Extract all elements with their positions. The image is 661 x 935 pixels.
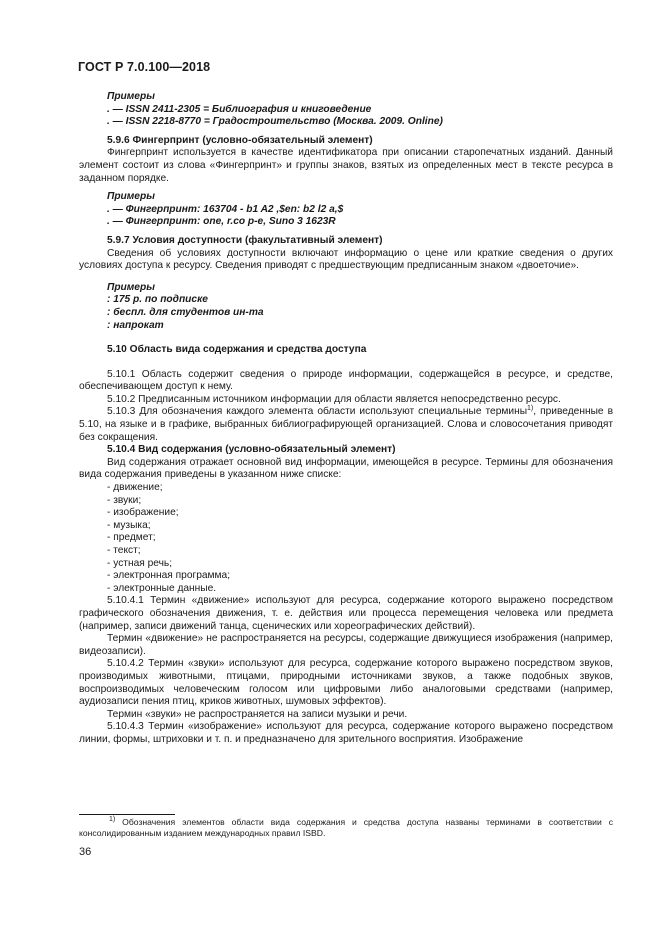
- paragraph: Сведения об условиях доступности включают информацию о цене или краткие сведения о других условиях доступа к ресурсу. Сведения приводят с предшествующим предписанным знаком «двоеточие».: [79, 247, 613, 272]
- paragraph: 5.10.2 Предписанным источником информации для области является непосредственно ресурс.: [107, 393, 561, 405]
- paragraph: Термин «звуки» не распространяется на записи музыки и речи.: [107, 708, 408, 720]
- footnote-body: Обозначения элементов области вида содержания и средства доступа названы терминами в соответствии с консолидированным изданием международных правил ISBD.: [79, 817, 613, 838]
- section-title-5-9-6: 5.9.6 Фингерпринт (условно-обязательный элемент): [107, 134, 373, 146]
- paragraph: 5.10.4.1 Термин «движение» используют для ресурса, содержание которого выражено посредством графического обозначения движения, т. е. действия или процесса перемещения человека или предмета (например, записи движений танца, сценических или хореографических действий).: [79, 595, 613, 632]
- example-line: . — ISSN 2218-8770 = Градостроительство (Москва. 2009. Online): [107, 116, 443, 128]
- section-title-5-10-4: 5.10.4 Вид содержания (условно-обязательный элемент): [107, 444, 396, 456]
- list-item: - звуки;: [107, 494, 142, 506]
- paragraph-5-10-3: [79, 406, 613, 444]
- footnote-mark: 1): [109, 816, 116, 823]
- list-item: - музыка;: [107, 519, 151, 531]
- examples-heading: Примеры: [107, 91, 155, 102]
- section-title-5-9-7: 5.9.7 Условия доступности (факультативный элемент): [107, 234, 383, 246]
- section-title-5-10: 5.10 Область вида содержания и средства доступа: [107, 344, 367, 356]
- list-item: - изображение;: [107, 507, 179, 519]
- paragraph: 5.10.4.2 Термин «звуки» используют для ресурса, содержание которого выражено посредством звуков, производимых животными, птицами, природными источниками звуков, а также подобных звуков, воспроизводимых человеческим голосом или цифровыми либо аналоговыми средствами (например, аудиозаписи пения птиц, криков животных, шумовых эффектов).: [79, 658, 613, 708]
- list-item: - электронная программа;: [107, 570, 231, 582]
- paragraph: Термин «движение» не распространяется на ресурсы, содержащие движущиеся изображения (например, видеозаписи).: [79, 633, 613, 657]
- page-header: ГОСТ Р 7.0.100—2018: [78, 60, 211, 74]
- example-line: . — Фингерпринт: one, r.co p-e, Suno 3 1623R: [107, 216, 336, 228]
- list-item: - движение;: [107, 482, 163, 494]
- page-number: 36: [79, 846, 92, 858]
- list-item: - устная речь;: [107, 557, 173, 569]
- example-line: . — Фингерпринт: 163704 - b1 A2 ,$en: b2 l2 a,$: [107, 203, 344, 215]
- example-line: . — ISSN 2411-2305 = Библиография и книговедение: [107, 103, 372, 115]
- paragraph: 5.10.4.3 Термин «изображение» используют для ресурса, содержание которого выражено посредством линии, формы, штриховки и т. п. и предназначено для зрительного восприятия. Изображение: [79, 721, 613, 745]
- examples-heading: Примеры: [107, 191, 155, 203]
- paragraph: Фингерпринт используется в качестве идентификатора при описании старопечатных изданий. Данный элемент состоит из слова «Фингерпринт» и группы знаков, взятых из определенных мест в тексте ресурса в заданном порядке.: [79, 147, 613, 184]
- footnote-text: [79, 817, 613, 839]
- list-item: - текст;: [107, 545, 141, 556]
- paragraph-text: 5.10.3 Для обозначения каждого элемента области используют специальные термины: [107, 406, 528, 418]
- paragraph: Вид содержания отражает основной вид информации, имеющейся в ресурсе. Термины для обозначения вида содержания приведены в указанном ниже списке:: [79, 456, 613, 481]
- examples-heading: Примеры: [107, 281, 155, 293]
- list-item: - предмет;: [107, 532, 156, 544]
- example-line: : 175 р. по подписке: [107, 294, 208, 306]
- footnote-ref: 1): [527, 405, 534, 413]
- footnote: [79, 817, 613, 839]
- paragraph-text: , приведенные в 5.10, на языке и в графике, выбранных библиографирующей организацией. Слова и словосочетания приводят без сокращения.: [79, 406, 613, 443]
- body-text: [79, 91, 613, 747]
- footnote-divider: [79, 814, 175, 815]
- example-line: : беспл. для студентов ин-та: [107, 306, 264, 318]
- list-item: - электронные данные.: [107, 582, 217, 594]
- example-line: : напрокат: [107, 319, 164, 331]
- paragraph: 5.10.1 Область содержит сведения о природе информации, содержащейся в ресурсе, и средстве, обеспечивающем доступ к нему.: [79, 368, 613, 393]
